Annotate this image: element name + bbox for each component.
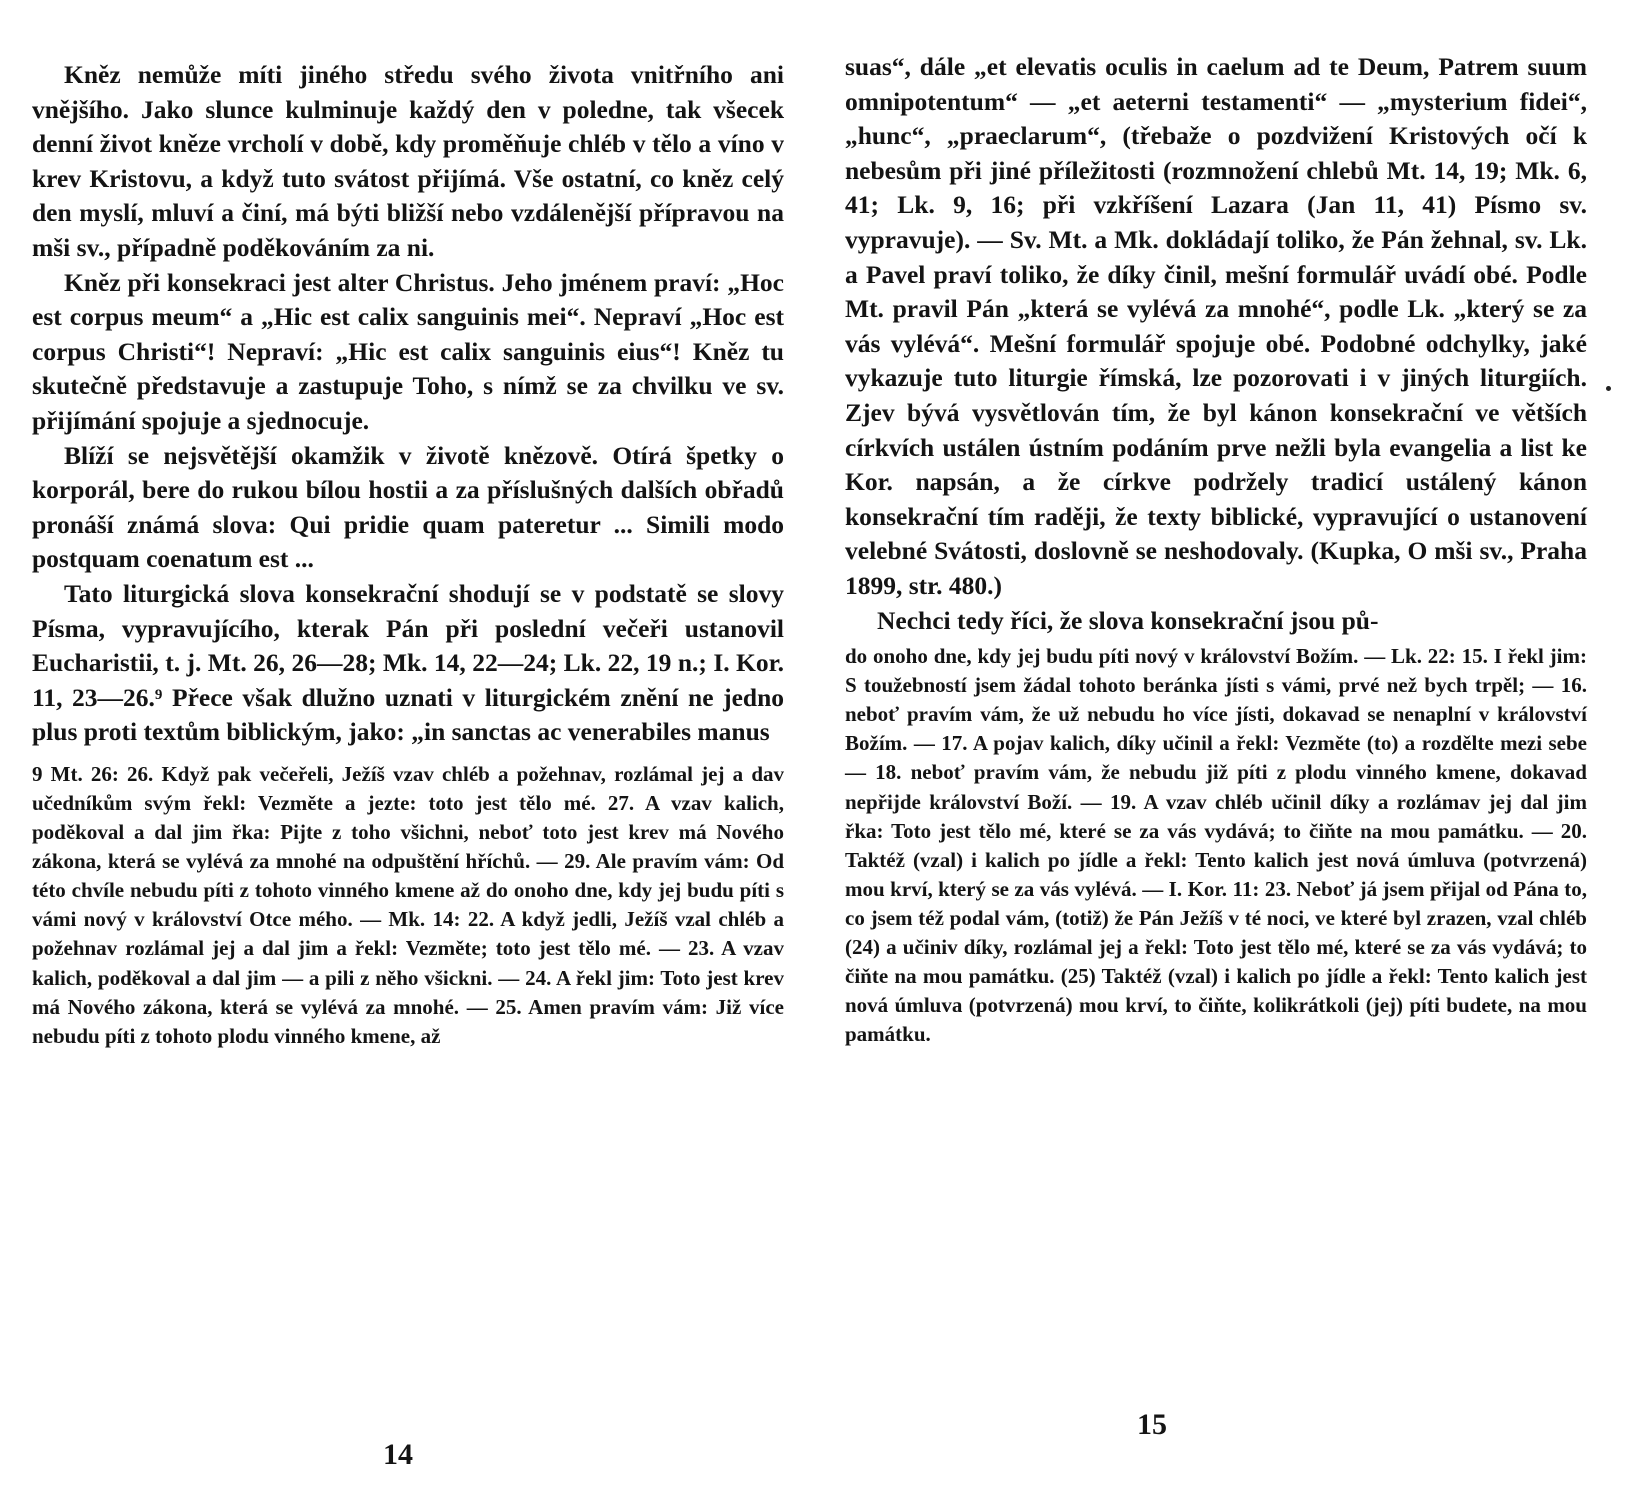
footnote-marker: 9 [154, 686, 163, 703]
paragraph-text: Tato liturgická slova konsekrační shodují se v podstatě se slovy Písma, vypravujícího, kterak Pán při poslední večeři ustanovil Eucharistii, t. j. Mt. 26, 26—28; Mk. 14, 22—24; Lk. 22, 19 n.; I. Kor. 11, 23—26. [32, 578, 784, 712]
paragraph: Blíží se nejsvětější okamžik v životě knězově. Otírá špetky o korporál, bere do rukou bílou hostii a za příslušných dalších obřadů pronáší známá slova: Qui pridie quam pateretur ... Simili modo postquam coenatum est ... [32, 440, 784, 574]
footnote-text: do onoho dne, kdy jej budu píti nový v království Božím. — Lk. 22: 15. I řekl jim: S toužebností jsem žádal tohoto beránka jísti s vámi, prvé než bych trpěl; — 16. neboť pravím vám, že už nebudu ho více jísti, dokavad se nenaplní v království Božím. — 17. A pojav kalich, díky učinil a řekl: Vezměte (to) a rozdělte mezi sebe — 18. neboť pravím vám, že nebudu již píti z plodu vinného kmene, dokavad nepřijde království Boží. — 19. A vzav chléb učinil díky a rozlámav jej dal jim řka: Toto jest tělo mé, které se za vás vydává; to čiňte na mou památku. — 20. Taktéž (vzal) i kalich po jídle a řekl: Tento kalich jest nová úmluva (potvrzená) mou krví, který se za vás vylévá. — I. Kor. 11: 23. Neboť já jsem přijal od Pána to, co jsem též podal vám, (totiž) že Pán Ježíš v té noci, ve které byl zrazen, vzal chléb (24) a učiniv díky, rozlámal jej a řekl: Toto jest tělo mé, které se za vás vydává; to čiňte na mou památku. (25) Taktéž (vzal) i kalich po jídle a řekl: Tento kalich jest nová úmluva (potvrzená) mou krví, to čiňte, kolikrátkoli (jej) píti budete, na mou památku. [845, 644, 1587, 1047]
left-footnote [32, 760, 784, 1051]
right-main-text [845, 50, 1587, 638]
left-page [0, 0, 800, 1500]
left-text-column [32, 58, 784, 1051]
footnote-text: 9 Mt. 26: 26. Když pak večeřeli, Ježíš vzav chléb a požehnav, rozlámal jej a dav učedníkům svým řekl: Vezměte a jezte: toto jest tělo mé. 27. A vzav kalich, poděkoval a dal jim řka: Pijte z toho všichni, neboť toto jest krev má Nového zákona, která se vylévá za mnohé na odpuštění hříchů. — 29. Ale pravím vám: Od této chvíle nebudu píti z tohoto vinného kmene až do onoho dne, kdy jej budu píti s vámi nový v království Otce mého. — Mk. 14: 22. A když jedli, Ježíš vzal chléb a požehnav rozlámal jej a dal jim a řekl: Vezměte; toto jest tělo mé. — 23. A vzav kalich, poděkoval a dal jim — a pili z něho všickni. — 24. A řekl jim: Toto jest krev má Nového zákona, která se vylévá za mnohé. — 25. Amen pravím vám: Již více nebudu píti z tohoto plodu vinného kmene, až [32, 761, 784, 1048]
page-number: 15 [1137, 1408, 1167, 1441]
ink-speck [1606, 386, 1611, 391]
paragraph-text: Přece však dlužno uznati v liturgickém znění ne jedno plus proti textům biblickým, jako: „in sanctas ac venerabiles manus [32, 682, 785, 747]
paragraph: Kněz nemůže míti jiného středu svého života vnitřního ani vnějšího. Jako slunce kulminuje každý den v poledne, tak všecek denní život kněze vrcholí v době, kdy proměňuje chléb v tělo a víno v krev Kristovu, a když tuto svátost přijímá. Vše ostatní, co kněz celý den myslí, mluví a činí, má býti bližší nebo vzdálenější přípravou na mši sv., případně poděkováním za ni. [32, 60, 784, 262]
right-footnote [845, 642, 1587, 1049]
paragraph: suas“, dále „et elevatis oculis in caelum ad te Deum, Patrem suum omnipotentum“ — „et aeterni testamenti“ — „mysterium fidei“, „hunc“, „praeclarum“, (třebaže o pozdvižení Kristových očí k nebesům při jiné příležitosti (rozmnožení chlebů Mt. 14, 19; Mk. 6, 41; Lk. 9, 16; při vzkříšení Lazara (Jan 11, 41) Písmo sv. vypravuje). — Sv. Mt. a Mk. dokládají toliko, že Pán žehnal, sv. Lk. a Pavel praví toliko, že díky činil, mešní formulář uvádí obé. Podle Mt. pravil Pán „která se vylévá za mnohé“, podle Lk. „který se za vás vylévá“. Mešní formulář spojuje obé. Podobné odchylky, jaké vykazuje tuto liturgie římská, lze pozorovati i v jiných liturgiích. Zjev bývá vysvětlován tím, že byl kánon konsekrační ve větších církvích ustálen ústním podáním prve nežli byla evangelia a list ke Kor. napsán, a že církve podržely tradicí ustálený kánon konsekrační tím raději, že texty biblické, vypravující o ustanovení velebné Svátosti, doslovně se neshodovaly. (Kupka, O mši sv., Praha 1899, str. 480.) [845, 52, 1587, 600]
paragraph [32, 577, 784, 750]
paragraph: Nechci tedy říci, že slova konsekrační jsou pů- [877, 605, 1379, 635]
page-number: 14 [383, 1438, 413, 1471]
paragraph: Kněz při konsekraci jest alter Christus. Jeho jménem praví: „Hoc est corpus meum“ a „Hic est calix sanguinis mei“. Nepraví „Hoc est corpus Christi“! Nepraví: „Hic est calix sanguinis eius“! Kněz tu skutečně představuje a zastupuje Toho, s nímž se za chvilku ve sv. přijímání spojuje a sjednocuje. [32, 267, 784, 435]
right-page [800, 0, 1632, 1500]
right-text-column [845, 50, 1587, 1049]
left-main-text [32, 58, 784, 750]
